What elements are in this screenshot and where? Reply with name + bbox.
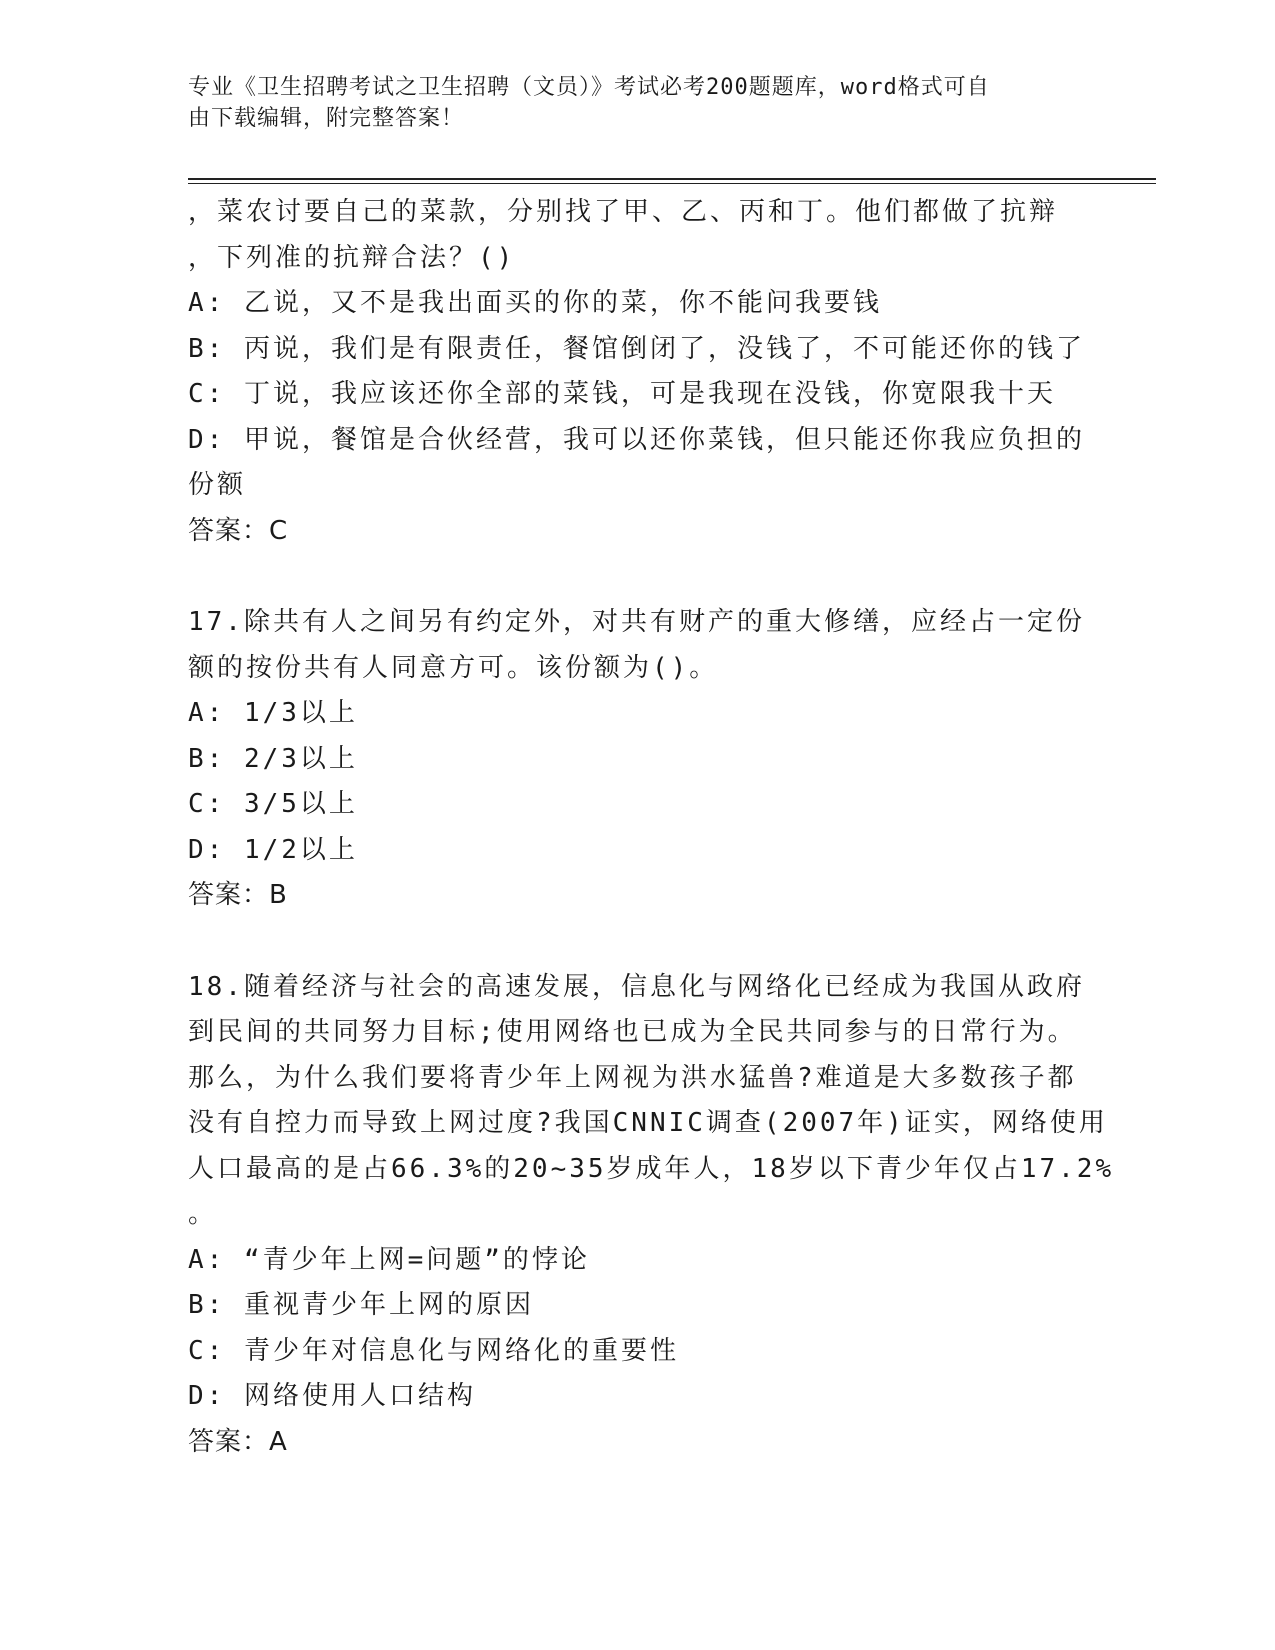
answer-label: 答案：A (188, 1426, 288, 1457)
question-18 (188, 965, 1115, 1466)
option-a: A: 1/3以上 (188, 698, 358, 728)
option-b: B: 丙说，我们是有限责任，餐馆倒闭了，没钱了，不可能还你的钱了 (188, 333, 1085, 364)
question-text-line: 那么，为什么我们要将青少年上网视为洪水猛兽?难道是大多数孩子都 (188, 1062, 1077, 1093)
question-text-line: 没有自控力而导致上网过度?我国CNNIC调查(2007年)证实，网络使用 (188, 1108, 1108, 1138)
option-c: C: 青少年对信息化与网络化的重要性 (188, 1335, 679, 1366)
question-text-line: ，下列准的抗辩合法？() (188, 242, 516, 273)
question-text-line: 。 (188, 1199, 218, 1229)
question-text-line: ，菜农讨要自己的菜款，分别找了甲、乙、丙和丁。他们都做了抗辩 (188, 197, 1059, 227)
option-a: A: 乙说，又不是我出面买的你的菜，你不能问我要钱 (188, 288, 882, 318)
spacer (188, 554, 1088, 600)
question-17 (188, 600, 1088, 919)
option-a: A: “青少年上网=问题”的悖论 (188, 1244, 590, 1275)
question-text-line: 额的按份共有人同意方可。该份额为()。 (188, 652, 719, 683)
answer-label: 答案：C (188, 515, 289, 546)
option-c: C: 丁说，我应该还你全部的菜钱，可是我现在没钱，你宽限我十天 (188, 379, 1056, 409)
option-d-continued: 份额 (188, 470, 247, 500)
header-line-1: 专业《卫生招聘考试之卫生招聘（文员）》考试必考200题题库，word格式可自 (188, 75, 990, 100)
option-b: B: 2/3以上 (188, 743, 358, 774)
document-header (188, 72, 1068, 134)
header-line-2: 由下载编辑，附完整答案！ (188, 106, 465, 131)
header-rule-thick (188, 178, 1156, 180)
question-content (188, 190, 1115, 1465)
header-rule-thin (188, 183, 1156, 184)
option-d: D: 甲说，餐馆是合伙经营，我可以还你菜钱，但只能还你我应负担的 (188, 424, 1085, 455)
question-text-line: 到民间的共同努力目标;使用网络也已成为全民共同参与的日常行为。 (188, 1017, 1077, 1047)
question-16 (188, 190, 1088, 554)
option-c: C: 3/5以上 (188, 789, 358, 819)
spacer (188, 919, 1088, 965)
question-text-line: 人口最高的是占66.3%的20~35岁成年人，18岁以下青少年仅占17.2% (188, 1153, 1115, 1184)
option-d: D: 网络使用人口结构 (188, 1381, 476, 1411)
question-text-line: 18.随着经济与社会的高速发展，信息化与网络化已经成为我国从政府 (188, 971, 1085, 1002)
option-b: B: 重视青少年上网的原因 (188, 1290, 534, 1320)
answer-label: 答案：B (188, 880, 288, 910)
option-d: D: 1/2以上 (188, 834, 358, 865)
question-text-line: 17.除共有人之间另有约定外，对共有财产的重大修缮，应经占一定份 (188, 607, 1085, 637)
